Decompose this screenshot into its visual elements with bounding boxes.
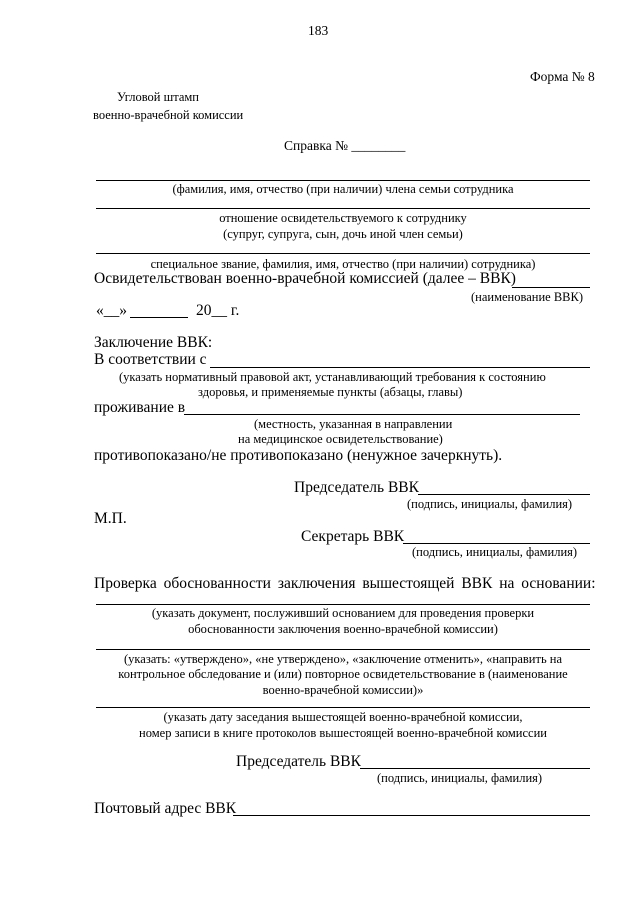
relation-caption-1: отношение освидетельствуемого к сотруднику <box>219 211 467 225</box>
family-member-name-line[interactable] <box>96 180 590 181</box>
document-caption-2: обоснованности заключения военно-врачебной комиссии) <box>188 622 498 636</box>
chairman-2-label: Председатель ВВК <box>236 753 361 770</box>
residence-label: проживание в <box>94 399 186 416</box>
form-label: Форма № 8 <box>530 69 595 84</box>
vvk-name-line[interactable] <box>512 287 590 288</box>
decision-line[interactable] <box>96 649 590 650</box>
chairman-2-signature-caption: (подпись, инициалы, фамилия) <box>377 771 543 785</box>
relation-caption-2: (супруг, супруга, сын, дочь иной член семьи) <box>223 227 463 241</box>
family-member-name-caption: (фамилия, имя, отчество (при наличии) члена семьи сотрудника <box>172 182 514 196</box>
document-caption-1: (указать документ, послуживший основанием для проведения проверки <box>151 606 535 620</box>
date-month-line[interactable] <box>130 317 188 318</box>
legal-act-line[interactable] <box>210 367 590 368</box>
examined-by-label: Освидетельствован военно-врачебной комиссией (далее – ВВК) <box>94 270 516 287</box>
locality-caption-2: на медицинское освидетельствование) <box>238 432 443 446</box>
vvk-name-caption: (наименование ВВК) <box>471 290 583 304</box>
chairman-2-signature-line[interactable] <box>360 768 590 769</box>
employee-name-caption: специальное звание, фамилия, имя, отчество (при наличии) сотрудника) <box>150 257 536 271</box>
employee-name-line[interactable] <box>96 253 590 254</box>
postal-address-line[interactable] <box>233 815 590 816</box>
decision-caption-3: военно-врачебной комиссии)» <box>262 683 424 697</box>
decision-caption-1: (указать: «утверждено», «не утверждено», «заключение отменить», «направить на <box>123 652 563 666</box>
meeting-line[interactable] <box>96 707 590 708</box>
chairman-signature-caption: (подпись, инициалы, фамилия) <box>407 497 573 511</box>
secretary-signature-caption: (подпись, инициалы, фамилия) <box>412 545 578 559</box>
secretary-label: Секретарь ВВК <box>301 528 405 545</box>
in-accordance-label: В соответствии с <box>94 351 207 368</box>
page-number: 183 <box>308 23 329 38</box>
chairman-label: Председатель ВВК <box>294 479 419 496</box>
certificate-title: Справка № ________ <box>284 138 406 153</box>
meeting-caption-1: (указать дату заседания вышестоящей военно-врачебной комиссии, <box>163 710 523 724</box>
contraindicated-text: противопоказано/не противопоказано (ненужное зачеркнуть). <box>94 447 503 464</box>
date-day: «__» <box>96 302 127 319</box>
conclusion-heading: Заключение ВВК: <box>94 334 213 351</box>
chairman-signature-line[interactable] <box>418 494 590 495</box>
review-basis-label: Проверка обоснованности заключения вышестоящей ВВК на основании: <box>94 575 596 592</box>
date-year: 20__ г. <box>196 302 240 319</box>
stamp-line-2: военно-врачебной комиссии <box>93 108 244 122</box>
seal-label: М.П. <box>94 510 127 527</box>
legal-act-caption-1: (указать нормативный правовой акт, устанавливающий требования к состоянию <box>119 370 546 384</box>
meeting-caption-2: номер записи в книге протоколов вышестоящей военно-врачебной комиссии <box>139 726 547 740</box>
secretary-signature-line[interactable] <box>403 543 590 544</box>
decision-caption-2: контрольное обследование и (или) повторное освидетельствование в (наименование <box>118 667 568 681</box>
residence-line[interactable] <box>184 414 580 415</box>
postal-address-label: Почтовый адрес ВВК <box>94 800 237 817</box>
locality-caption-1: (местность, указанная в направлении <box>254 417 453 431</box>
legal-act-caption-2: здоровья, и применяемые пункты (абзацы, главы) <box>198 385 463 399</box>
relation-line[interactable] <box>96 208 590 209</box>
stamp-line-1: Угловой штамп <box>117 90 200 104</box>
document-line[interactable] <box>96 604 590 605</box>
